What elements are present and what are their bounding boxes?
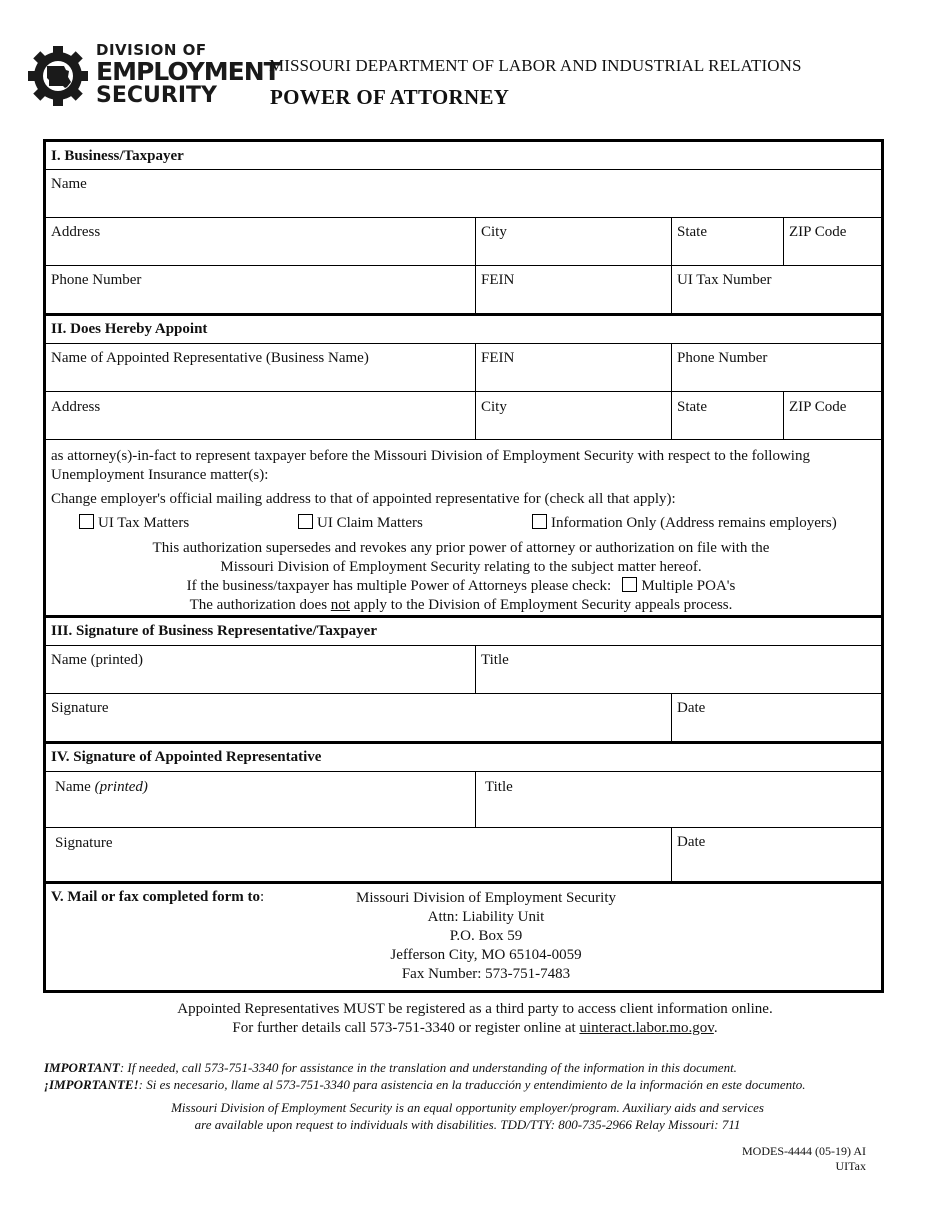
des-logo xyxy=(26,40,280,112)
rep-state-field[interactable]: State xyxy=(677,399,707,415)
rep-name-label: Name xyxy=(55,779,95,795)
divider xyxy=(46,391,881,392)
mailing-address-instruction: Change employer's official mailing address to that of appointed representative for (check all that apply): xyxy=(51,491,676,507)
form-number: MODES-4444 (05-19) AI xyxy=(742,1144,866,1158)
ui-claim-matters-option[interactable] xyxy=(298,514,423,532)
divider xyxy=(671,693,672,741)
section-divider xyxy=(46,881,881,884)
business-city-field[interactable]: City xyxy=(481,224,507,240)
form-number-block xyxy=(742,1144,866,1174)
divider xyxy=(46,169,881,170)
section-5-colon: : xyxy=(259,889,265,905)
divider xyxy=(475,645,476,693)
rep-city-field[interactable]: City xyxy=(481,399,507,415)
rep-signature-field[interactable]: Signature xyxy=(55,835,113,851)
multiple-poa-row xyxy=(51,577,871,596)
section-3-heading: III. Signature of Business Representative/Taxpayer xyxy=(51,623,378,639)
eoe-line-2: are available upon request to individuals with disabilities. TDD/TTY: 800-735-2966 Relay Missouri: 711 xyxy=(194,1117,741,1132)
ui-tax-number-field[interactable]: UI Tax Number xyxy=(677,272,772,288)
mail-line-1: Missouri Division of Employment Security xyxy=(356,890,616,906)
divider xyxy=(46,265,881,266)
authorization-notice xyxy=(51,539,871,615)
taxpayer-name-printed-field[interactable]: Name (printed) xyxy=(51,652,144,668)
divider xyxy=(783,391,784,439)
important-notice-en xyxy=(44,1059,737,1076)
information-only-label: Information Only (Address remains employers) xyxy=(551,515,837,531)
divider xyxy=(46,771,881,772)
divider xyxy=(46,693,881,694)
appointment-line-1: as attorney(s)-in-fact to represent taxpayer before the Missouri Division of Employment Security with respect to the following xyxy=(51,448,810,464)
registration-note-2 xyxy=(0,1019,950,1038)
appeals-text-end: apply to the Division of Employment Security appeals process. xyxy=(349,597,733,613)
rep-address-field[interactable]: Address xyxy=(51,399,101,415)
logo-line-3: SECURITY xyxy=(96,83,217,108)
section-5-heading-text: V. Mail or fax completed form to xyxy=(51,889,260,905)
section-divider xyxy=(46,741,881,744)
taxpayer-date-field[interactable]: Date xyxy=(677,700,706,716)
department-name: MISSOURI DEPARTMENT OF LABOR AND INDUSTRIAL RELATIONS xyxy=(269,56,802,75)
business-state-field[interactable]: State xyxy=(677,224,707,240)
business-fein-field[interactable]: FEIN xyxy=(481,272,515,288)
important-text: : If needed, call 573-751-3340 for assistance in the translation and understanding of the information in this document. xyxy=(119,1060,737,1075)
appeals-text-start: The authorization does xyxy=(189,597,331,613)
uinteract-link[interactable]: uinteract.labor.mo.gov xyxy=(579,1020,714,1036)
divider xyxy=(783,217,784,265)
multiple-poa-checkbox[interactable] xyxy=(622,577,637,592)
appointment-line-2: Unemployment Insurance matter(s): xyxy=(51,467,269,483)
ui-claim-matters-label: UI Claim Matters xyxy=(317,515,423,531)
mailing-address xyxy=(346,889,626,984)
importante-label: ¡IMPORTANTE! xyxy=(44,1077,139,1092)
logo-line-2: EMPLOYMENT xyxy=(96,57,280,86)
authorization-line-4 xyxy=(51,596,871,615)
appointment-paragraph xyxy=(51,447,871,485)
information-only-option[interactable] xyxy=(532,514,837,532)
divider xyxy=(46,645,881,646)
rep-title-field[interactable]: Title xyxy=(485,779,513,795)
business-zip-field[interactable]: ZIP Code xyxy=(789,224,847,240)
registration-text: For further details call 573-751-3340 or register online at xyxy=(232,1020,580,1036)
business-address-field[interactable]: Address xyxy=(51,224,101,240)
rep-fein-field[interactable]: FEIN xyxy=(481,350,515,366)
divider xyxy=(475,217,476,313)
logo-line-1: DIVISION OF xyxy=(96,41,207,59)
divider xyxy=(475,343,476,439)
rep-date-field[interactable]: Date xyxy=(677,834,706,850)
multiple-poa-prompt: If the business/taxpayer has multiple Power of Attorneys please check: xyxy=(186,578,612,594)
mail-line-4: Jefferson City, MO 65104-0059 xyxy=(390,947,582,963)
logo-wordmark xyxy=(96,40,280,107)
rep-phone-field[interactable]: Phone Number xyxy=(677,350,768,366)
form-title: POWER OF ATTORNEY xyxy=(270,85,510,109)
divider xyxy=(671,343,672,439)
rep-zip-field[interactable]: ZIP Code xyxy=(789,399,847,415)
ui-tax-matters-label: UI Tax Matters xyxy=(98,515,190,531)
taxpayer-signature-field[interactable]: Signature xyxy=(51,700,109,716)
divider xyxy=(46,439,881,440)
divider xyxy=(671,217,672,313)
registration-note-1: Appointed Representatives MUST be registered as a third party to access client information online. xyxy=(177,1001,773,1017)
poa-form xyxy=(43,139,884,993)
section-1-heading: I. Business/Taxpayer xyxy=(51,148,184,164)
business-name-field[interactable]: Name xyxy=(51,176,87,192)
mail-line-2: Attn: Liability Unit xyxy=(427,909,545,925)
form-code: UITax xyxy=(835,1159,866,1173)
section-divider xyxy=(46,313,881,316)
not-emphasis: not xyxy=(330,597,350,613)
authorization-line-1: This authorization supersedes and revokes any prior power of attorney or authorization on file with the xyxy=(152,540,770,556)
important-label: IMPORTANT xyxy=(44,1060,120,1075)
section-4-heading: IV. Signature of Appointed Representative xyxy=(51,749,322,765)
rep-name-printed-field[interactable] xyxy=(55,779,148,796)
information-only-checkbox[interactable] xyxy=(532,514,547,529)
ui-claim-matters-checkbox[interactable] xyxy=(298,514,313,529)
ui-tax-matters-checkbox[interactable] xyxy=(79,514,94,529)
page-header xyxy=(26,40,926,116)
section-2-heading: II. Does Hereby Appoint xyxy=(51,321,208,337)
divider xyxy=(46,217,881,218)
authorization-line-2: Missouri Division of Employment Security relating to the subject matter hereof. xyxy=(220,559,702,575)
fax-number: Fax Number: 573-751-7483 xyxy=(401,966,571,982)
important-notice-es xyxy=(44,1076,805,1093)
section-divider xyxy=(46,615,881,618)
rep-business-name-field[interactable]: Name of Appointed Representative (Business Name) xyxy=(51,350,369,366)
mail-line-3: P.O. Box 59 xyxy=(449,928,523,944)
taxpayer-title-field[interactable]: Title xyxy=(481,652,509,668)
divider xyxy=(671,827,672,881)
divider xyxy=(46,343,881,344)
registration-period: . xyxy=(713,1020,718,1036)
divider xyxy=(46,827,881,828)
gear-logo-icon xyxy=(26,44,90,108)
printed-qualifier: (printed) xyxy=(94,779,148,795)
business-phone-field[interactable]: Phone Number xyxy=(51,272,142,288)
ui-tax-matters-option[interactable] xyxy=(79,514,189,532)
multiple-poa-label: Multiple POA's xyxy=(641,578,736,594)
importante-text: : Si es necesario, llame al 573-751-3340 para asistencia en la traducción y entendimiento de la información en este documento. xyxy=(138,1077,806,1092)
divider xyxy=(475,771,476,827)
eoe-line-1: Missouri Division of Employment Security is an equal opportunity employer/program. Auxiliary aids and services xyxy=(171,1100,764,1115)
